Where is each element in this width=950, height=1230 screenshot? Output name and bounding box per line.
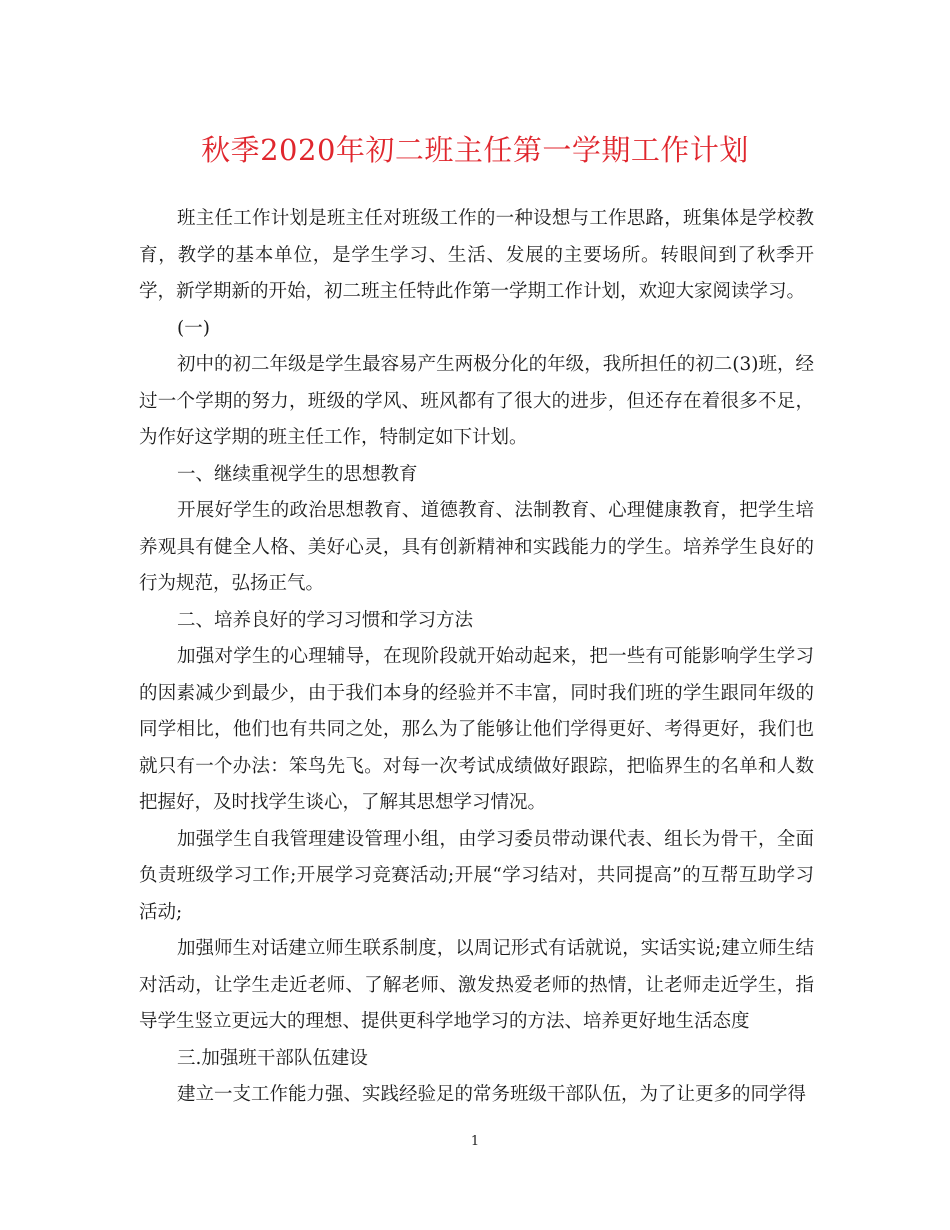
heading-section-2: 二、培养良好的学习习惯和学习方法 <box>177 609 474 631</box>
paragraph-cadre: 建立一支工作能力强、实践经验足的常务班级干部队伍，为了让更多的同学得 <box>177 1084 807 1105</box>
page-number: 1 <box>470 1134 480 1149</box>
paragraph-self-management: 加强学生自我管理建设管理小组，由学习委员带动课代表、组长为骨干，全面负责班级学习工作;开展学习竞赛活动;开展“学习结对，共同提高”的互帮互助学习活动; <box>139 828 814 923</box>
paragraph-intro: 班主任工作计划是班主任对班级工作的一种设想与工作思路，班集体是学校教育，教学的基本单位，是学生学习、生活、发展的主要场所。转眼间到了秋季开学，新学期新的开始，初二班主任特此作第一学期工作计划，欢迎大家阅读学习。 <box>139 208 814 302</box>
document-body <box>139 201 814 1114</box>
heading-section-1: 一、继续重视学生的思想教育 <box>177 463 418 485</box>
heading-section-3: 三.加强班干部队伍建设 <box>177 1047 368 1069</box>
paragraph-background: 初中的初二年级是学生最容易产生两极分化的年级，我所担任的初二(3)班，经过一个学期的努力，班级的学风、班风都有了很大的进步，但还存在着很多不足，为作好这学期的班主任工作，特制定如下计划。 <box>139 354 814 448</box>
section-marker: (一) <box>177 317 210 339</box>
paragraph-counseling: 加强对学生的心理辅导，在现阶段就开始动起来，把一些有可能影响学生学习的因素减少到最少，由于我们本身的经验并不丰富，同时我们班的学生跟同年级的同学相比，他们也有共同之处，那么为了能够让他们学得更好、考得更好，我们也就只有一个办法：笨鸟先飞。对每一次考试成绩做好跟踪，把临界生的名单和人数把握好，及时找学生谈心，了解其思想学习情况。 <box>139 646 814 813</box>
paragraph-dialogue: 加强师生对话建立师生联系制度，以周记形式有话就说，实话实说;建立师生结对活动，让学生走近老师、了解老师、激发热爱老师的热情，让老师走近学生，指导学生竖立更远大的理想、提供更科学地学习的方法、培养更好地生活态度 <box>139 938 814 1032</box>
document-title: 秋季2020年初二班主任第一学期工作计划 <box>201 133 749 167</box>
paragraph-ideology: 开展好学生的政治思想教育、道德教育、法制教育、心理健康教育，把学生培养观具有健全人格、美好心灵，具有创新精神和实践能力的学生。培养学生良好的行为规范，弘扬正气。 <box>139 500 814 594</box>
